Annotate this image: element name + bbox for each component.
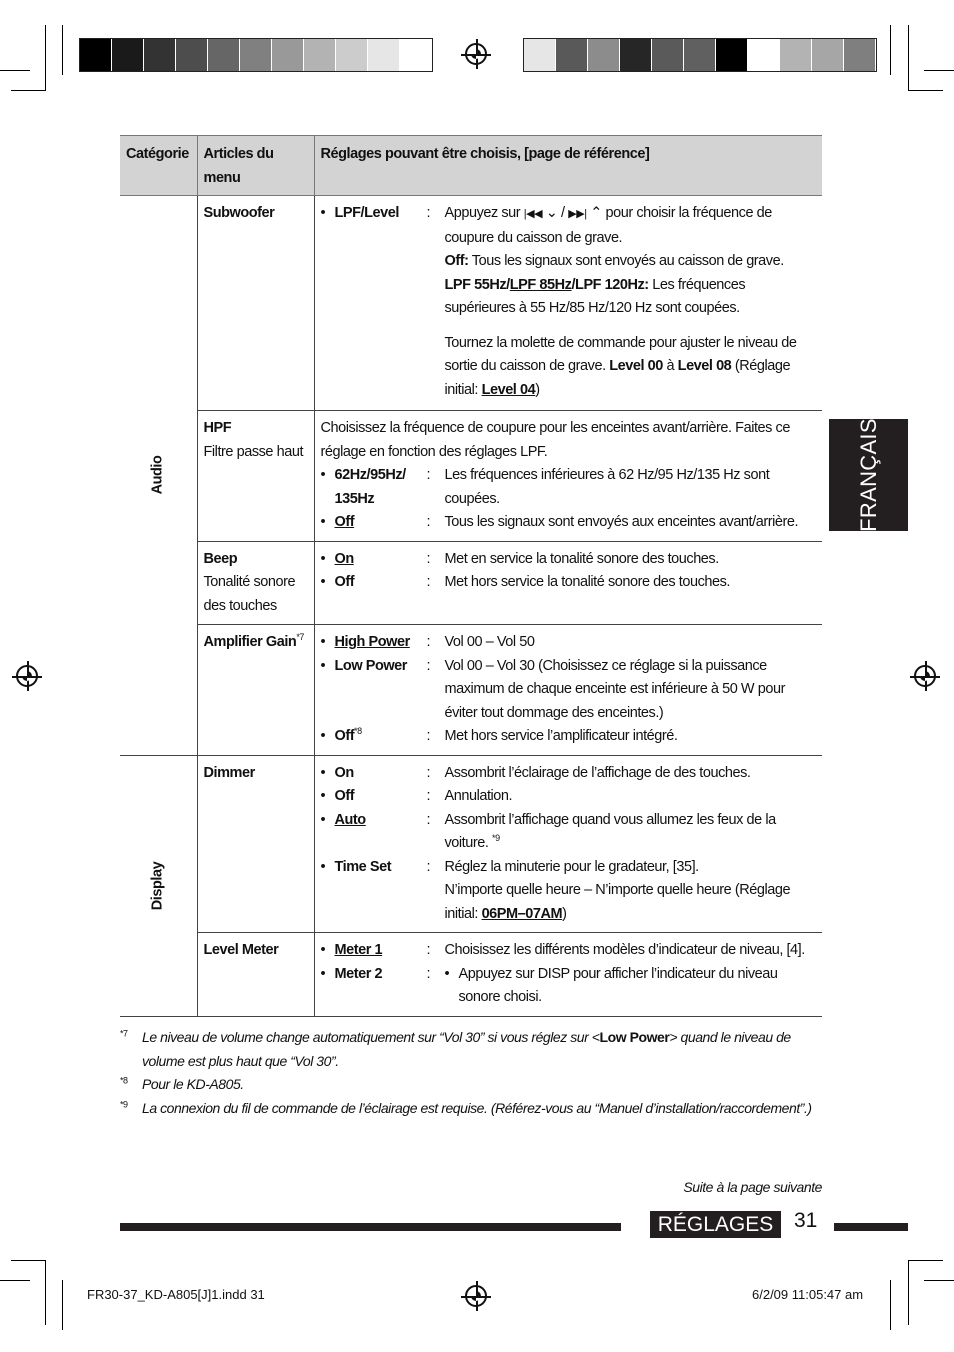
category-audio: [120, 196, 197, 756]
option-row: • 62Hz/95Hz/ 135Hz : Les fréquences inférieures à 62 Hz/95 Hz/135 Hz sont coupées.: [321, 464, 817, 511]
footnote-mark: *7: [120, 1028, 128, 1039]
registration-mark-icon: [914, 665, 936, 687]
registration-mark-icon: [465, 1285, 487, 1307]
crop-mark: [890, 1280, 891, 1330]
registration-mark-icon: [16, 665, 38, 687]
header-menu-items: Articles du menu: [197, 136, 314, 196]
crop-mark: [0, 70, 30, 71]
color-swatch: [176, 39, 208, 71]
color-swatch: [304, 39, 336, 71]
footnote: $^{*7}$ Le niveau de volume change automatiquement sur “Vol 30” si vous réglez sur <Low Power> quand le niveau de volume est plus haut que “Vol 30”.: [120, 1028, 791, 1069]
table-header-row: [120, 136, 822, 196]
option-row: • On : Met en service la tonalité sonore des touches.: [321, 548, 817, 572]
color-swatch: [556, 39, 588, 71]
crop-mark: [62, 25, 63, 75]
settings-cell: [314, 196, 822, 411]
crop-mark: [45, 1260, 46, 1325]
footnote-mark: *9: [492, 833, 500, 844]
category-display: [120, 755, 197, 1016]
option-name: Low Power: [334, 657, 407, 674]
option-row: • Low Power : Vol 00 – Vol 30 (Choisissez ce réglage si la puissance maximum de chaque enceinte est inférieure à 50 W pour éviter tout dommage des enceintes.): [321, 655, 817, 726]
option-row: • Time Set : Réglez la minuterie pour le gradateur, [35]. N’importe quelle heure – N’importe quelle heure (Réglage initial: 06PM–07AM): [321, 856, 817, 927]
settings-cell: [314, 411, 822, 542]
page-number: 31: [794, 1209, 818, 1232]
menu-item: [197, 625, 314, 756]
menu-item: [197, 933, 314, 1017]
menu-item-title: Dimmer: [203, 764, 255, 781]
menu-item: [197, 755, 314, 933]
footnote-mark: *8: [354, 726, 362, 737]
footer-timestamp: 6/2/09 11:05:47 am: [752, 1287, 864, 1302]
settings-cell: [314, 755, 822, 933]
crop-mark: [0, 1280, 30, 1281]
option-description: Appuyez sur |◀◀ ⌄ / ▶▶| ⌃ pour choisir la fréquence de coupure du caisson de grave. Off: Tous les signaux sont envoyés au caisson de grave. LPF 55Hz/LPF 85Hz/LPF 120Hz: Les fréquences supérieures à 55 Hz/85 Hz/120 Hz sont coupées. Tournez la molette de commande pour ajuster le niveau de sortie du caisson de grave. Level 00 à Level 08 (Réglage initial: Level 04): [445, 202, 817, 402]
crop-mark: [45, 25, 46, 90]
footer-file-info: FR30-37_KD-A805[J]1.indd 31: [87, 1287, 265, 1302]
color-swatch: [748, 39, 780, 71]
table-row-hpf: [120, 411, 822, 542]
option-name: LPF/Level: [334, 205, 399, 221]
option-row: • Meter 1 : Choisissez les différents modèles d’indicateur de niveau, [4].: [321, 939, 817, 963]
table-row-beep: [120, 541, 822, 625]
option-description: Choisissez les différents modèles d’indicateur de niveau, [4].: [444, 942, 805, 958]
language-tab-label: FRANÇAIS: [855, 418, 881, 532]
option-name: High Power: [334, 634, 410, 650]
next-track-icon: ▶▶|: [568, 208, 587, 220]
color-swatch: [844, 39, 876, 71]
option-row: • Off$^{*8}$ : Met hors service l’amplificateur intégré.: [321, 725, 817, 749]
option-description: Met hors service la tonalité sonore des touches.: [444, 574, 730, 590]
color-swatch: [400, 39, 432, 71]
menu-item-title: Beep: [203, 550, 238, 567]
settings-cell: [314, 625, 822, 756]
color-swatch: [780, 39, 812, 71]
header-settings: Réglages pouvant être choisis, [page de référence]: [314, 136, 822, 196]
option-row: • Off : Met hors service la tonalité sonore des touches.: [321, 571, 817, 595]
option-description: Assombrit l’éclairage de l’affichage de des touches.: [444, 764, 751, 781]
continued-note: Suite à la page suivante: [683, 1179, 822, 1195]
table-row-dimmer: [120, 755, 822, 933]
bullet: •: [320, 205, 326, 221]
color-swatch: [716, 39, 748, 71]
color-swatch: [620, 39, 652, 71]
color-swatch: [112, 39, 144, 71]
menu-item-title: Level Meter: [203, 942, 279, 958]
crop-mark: [11, 90, 46, 91]
chevron-up-icon: ⌃: [590, 205, 602, 221]
color-calibration-bar-right: [523, 38, 877, 72]
option-row: • Meter 2 : • Appuyez sur DISP pour afficher l’indicateur du niveau sonore choisi.: [321, 963, 817, 1010]
option-name: 62Hz/95Hz/ 135Hz: [334, 467, 406, 507]
option-description: Met hors service l’amplificateur intégré.: [444, 728, 678, 744]
table-row-amplifier-gain: [120, 625, 822, 756]
option-row: • LPF/Level : Appuyez sur |◀◀ ⌄ / ▶▶| ⌃ pour choisir la fréquence de coupure du caisson de grave. Off: Tous les signaux sont envoyés au caisson de grave. LPF 55Hz/LPF 85Hz/LPF 120Hz: Les fréquences supérieures à 55 Hz/85 Hz/120 Hz sont coupées. Tournez la molette de commande pour ajuster le niveau de sortie du caisson de grave. Level 00 à Level 08 (Réglage initial: Level 04): [321, 202, 817, 402]
option-row: • Auto : Assombrit l’affichage quand vous allumez les feux de la voiture. $^{*9}$: [321, 809, 817, 856]
color-swatch: [652, 39, 684, 71]
menu-item: [197, 196, 314, 411]
color-swatch: [144, 39, 176, 71]
option-row: • Off : Annulation.: [321, 785, 817, 809]
sub-bullet: • Appuyez sur DISP pour afficher l’indicateur du niveau sonore choisi.: [445, 963, 817, 1010]
option-name: Meter 2: [334, 965, 383, 982]
registration-mark-icon: [465, 43, 487, 65]
menu-item: [197, 541, 314, 625]
header-category: Catégorie: [120, 136, 197, 196]
crop-mark: [924, 1280, 954, 1281]
footnote-mark: *8: [120, 1075, 128, 1086]
option-description: Vol 00 – Vol 50: [444, 634, 535, 650]
chevron-down-icon: ⌄: [545, 205, 558, 221]
settings-table: [120, 135, 822, 1017]
menu-item: [197, 411, 314, 542]
footnote: [120, 1073, 830, 1097]
option-description: Tous les signaux sont envoyés aux enceintes avant/arrière.: [444, 514, 799, 530]
option-description: Réglez la minuterie pour le gradateur, [35]. N’importe quelle heure – N’importe quelle heure (Réglage initial: 06PM–07AM): [444, 858, 791, 922]
language-tab: [829, 419, 908, 531]
option-row: • High Power : Vol 00 – Vol 50: [321, 631, 817, 655]
option-row: • On : Assombrit l’éclairage de l’affichage de des touches.: [321, 762, 817, 786]
color-calibration-bar-left: [79, 38, 433, 72]
crop-mark: [908, 25, 909, 90]
hpf-intro: Choisissez la fréquence de coupure pour les enceintes avant/arrière. Faites ce réglage en fonction des réglages LPF.: [320, 420, 790, 460]
section-label: RÉGLAGES: [650, 1211, 781, 1238]
menu-item-subtitle: Filtre passe haut: [203, 443, 304, 460]
category-display-label: Display: [149, 861, 166, 910]
color-swatch: [684, 39, 716, 71]
option-description: Vol 00 – Vol 30 (Choisissez ce réglage si la puissance maximum de chaque enceinte est inférieure à 50 W pour éviter tout dommage des enceintes.): [444, 657, 785, 721]
footer-rule: [834, 1223, 908, 1231]
color-swatch: [588, 39, 620, 71]
menu-item-title: Subwoofer: [203, 205, 275, 221]
color-swatch: [368, 39, 400, 71]
option-name: Off: [334, 728, 355, 744]
table-row-level-meter: [120, 933, 822, 1017]
crop-mark: [908, 1260, 943, 1261]
option-name: Auto: [334, 811, 366, 828]
option-description: Appuyez sur DISP pour afficher l’indicateur du niveau sonore choisi.: [458, 965, 778, 1005]
option-name: On: [334, 764, 354, 781]
crop-mark: [908, 90, 943, 91]
crop-mark: [890, 25, 891, 75]
crop-mark: [11, 1260, 46, 1261]
footnote-mark: *9: [120, 1098, 128, 1109]
footnote-text: La connexion du fil de commande de l’éclairage est requise. (Référez-vous au “Manuel d’installation/raccordement”.): [142, 1099, 812, 1116]
previous-track-icon: |◀◀: [523, 208, 543, 220]
color-swatch: [208, 39, 240, 71]
footer-rule: [120, 1223, 621, 1231]
option-row: • Off : Tous les signaux sont envoyés aux enceintes avant/arrière.: [321, 511, 817, 535]
option-name: Off: [334, 788, 355, 804]
menu-item-title: HPF: [203, 420, 232, 436]
crop-mark: [62, 1280, 63, 1330]
crop-mark: [924, 70, 954, 71]
color-swatch: [812, 39, 844, 71]
settings-cell: [314, 541, 822, 625]
menu-item-subtitle: Tonalité sonore des touches: [203, 574, 296, 614]
color-swatch: [336, 39, 368, 71]
footnote-mark: *7: [296, 632, 304, 643]
table-row-subwoofer: [120, 196, 822, 411]
crop-mark: [908, 1260, 909, 1325]
footnote: [120, 1097, 830, 1121]
color-swatch: [240, 39, 272, 71]
footnotes: [120, 1026, 830, 1120]
category-audio-label: Audio: [149, 455, 166, 495]
settings-cell: [314, 933, 822, 1017]
footnote-text: Pour le KD-A805.: [142, 1076, 244, 1092]
option-description: Les fréquences inférieures à 62 Hz/95 Hz/135 Hz sont coupées.: [444, 467, 770, 507]
option-description: Annulation.: [444, 788, 513, 804]
color-swatch: [80, 39, 112, 71]
option-description: Assombrit l’affichage quand vous allumez les feux de la voiture.: [444, 811, 776, 851]
option-name: Time Set: [334, 858, 392, 875]
option-name: On: [334, 550, 354, 567]
option-name: Off: [334, 574, 355, 590]
color-swatch: [272, 39, 304, 71]
menu-item-title: Amplifier Gain: [203, 634, 297, 650]
option-description: Met en service la tonalité sonore des touches.: [444, 550, 719, 567]
color-swatch: [524, 39, 556, 71]
option-name: Meter 1: [334, 942, 383, 958]
level-description: Tournez la molette de commande pour ajuster le niveau de sortie du caisson de grave. Level 00 à Level 08 (Réglage initial: Level 04): [444, 334, 797, 398]
option-name: Off: [334, 514, 355, 530]
